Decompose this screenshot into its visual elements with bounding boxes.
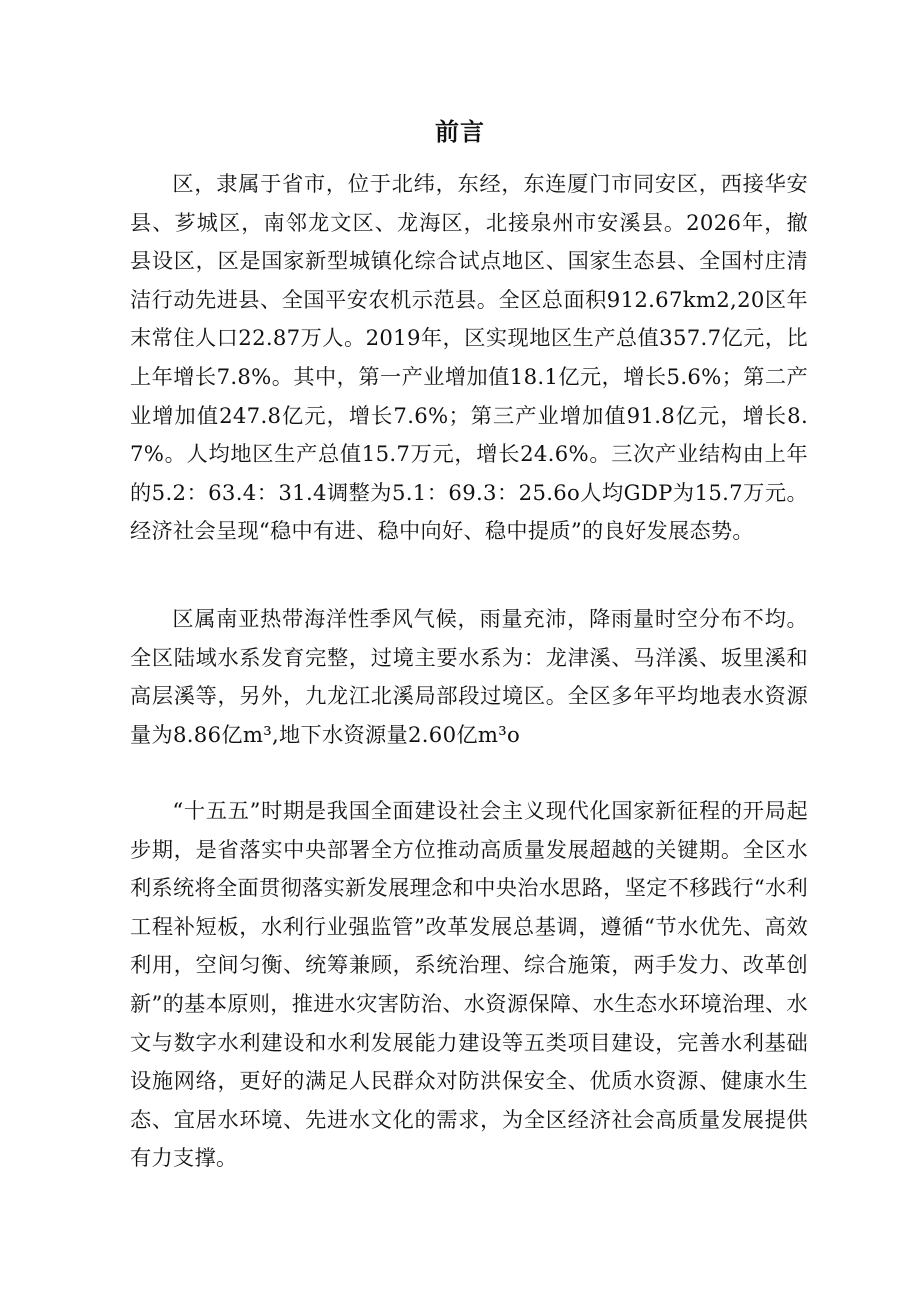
paragraph-climate-water: 区属南亚热带海洋性季风气候，雨量充沛，降雨量时空分布不均。全区陆域水系发育完整，过境主要水系为：龙津溪、马洋溪、坂里溪和高层溪等，另外，九龙江北溪局部段过境区。全区多年平均地表水资源量为8.86亿m³,地下水资源量2.60亿m³o [130, 606, 808, 747]
paragraph-plan-period: “十五五”时期是我国全面建设社会主义现代化国家新征程的开局起步期，是省落实中央部署全方位推动高质量发展超越的关键期。全区水利系统将全面贯彻落实新发展理念和中央治水思路，坚定不移践行“水利工程补短板，水利行业强监管”改革发展总基调，遵循“节水优先、高效利用，空间匀衡、统筹兼顾，系统治理、综合施策，两手发力、改革创新”的基本原则，推进水灾害防治、水资源保障、水生态水环境治理、水文与数字水利建设和水利发展能力建设等五类项目建设，完善水利基础设施网络，更好的满足人民群众对防洪保安全、优质水资源、健康水生态、宜居水环境、先进水文化的需求，为全区经济社会高质量发展提供有力支撑。 [130, 798, 808, 1171]
paragraph-overview: 区，隶属于省市，位于北纬，东经，东连厦门市同安区，西接华安县、芗城区，南邻龙文区、龙海区，北接泉州市安溪县。2026年，撤县设区，区是国家新型城镇化综合试点地区、国家生态县、全国村庄清洁行动先进县、全国平安农机示范县。全区总面积912.67km2,20区年末常住人口22.87万人。2019年，区实现地区生产总值357.7亿元，比上年增长7.8%。其中，第一产业增加值18.1亿元，增长5.6%；第二产业增加值247.8亿元，增长7.6%；第三产业增加值91.8亿元，增长8.7%。人均地区生产总值15.7万元，增长24.6%。三次产业结构由上年的5.2：63.4：31.4调整为5.1：69.3：25.6o人均GDP为15.7万元。经济社会呈现“稳中有进、稳中向好、稳中提质”的良好发展态势。 [130, 171, 808, 544]
page-title: 前言 [435, 118, 485, 146]
